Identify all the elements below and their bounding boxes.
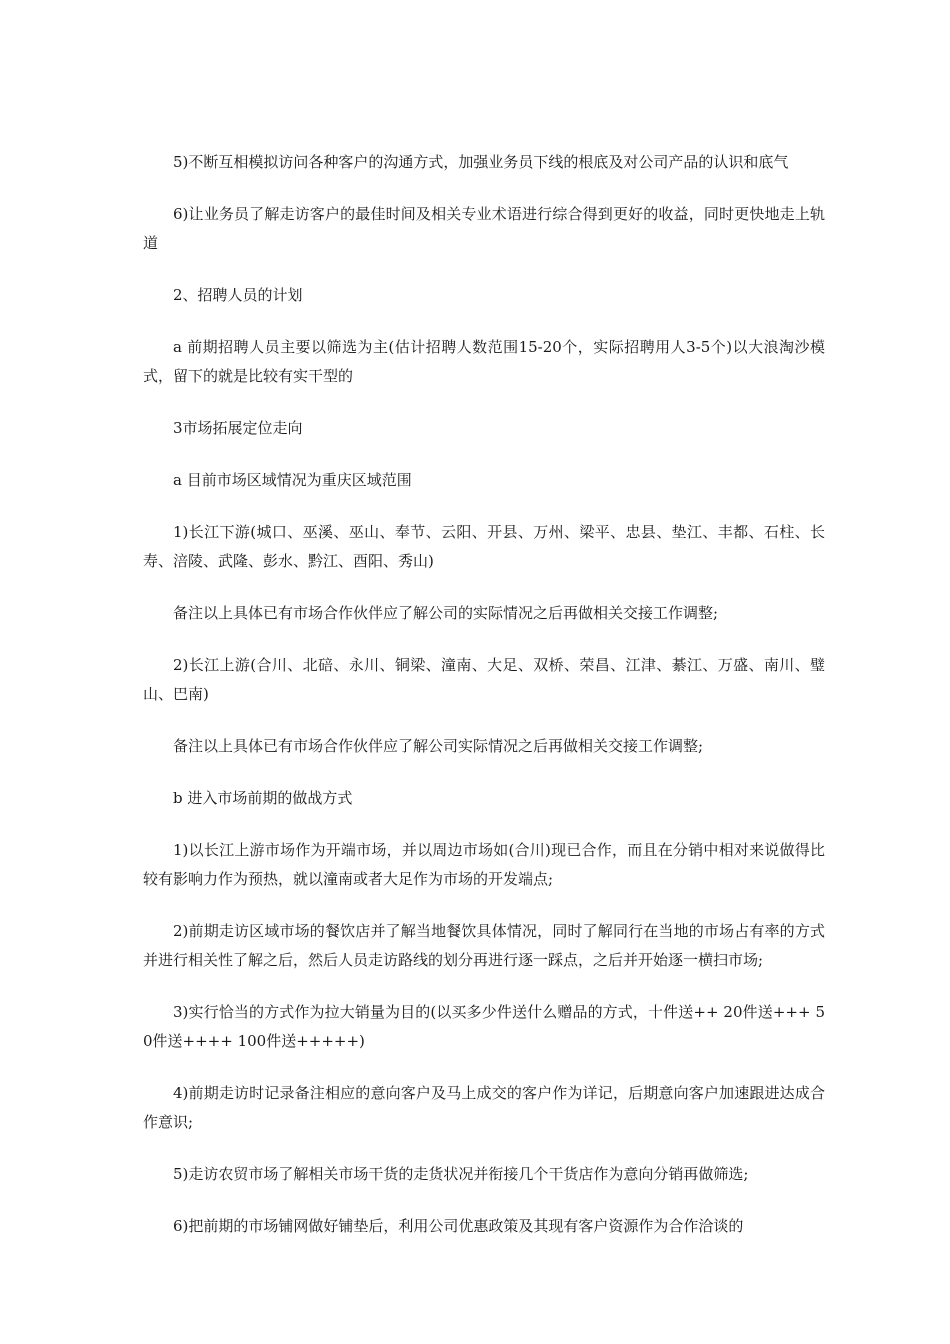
- paragraph-strategy-5: 5)走访农贸市场了解相关市场干货的走货状况并衔接几个干货店作为意向分销再做筛选;: [173, 1165, 749, 1183]
- document-body: [143, 148, 825, 1264]
- paragraph-strategy-4: 4)前期走访时记录备注相应的意向客户及马上成交的客户作为详记，后期意向客户加速跟进达成合作意识;: [143, 1084, 825, 1131]
- paragraph-downstream-note: 备注以上具体已有市场合作伙伴应了解公司的实际情况之后再做相关交接工作调整;: [173, 604, 719, 622]
- paragraph-market-a: a 目前市场区域情况为重庆区域范围: [173, 471, 412, 489]
- paragraph-training-6: 6)让业务员了解走访客户的最佳时间及相关专业术语进行综合得到更好的收益，同时更快地走上轨道: [143, 205, 825, 252]
- section-heading-recruitment: 2、招聘人员的计划: [173, 286, 303, 304]
- paragraph-upstream-list: 2)长江上游(合川、北碚、永川、铜梁、潼南、大足、双桥、荣昌、江津、綦江、万盛、南川、璧山、巴南): [143, 656, 825, 703]
- paragraph-training-5: 5)不断互相模拟访问各种客户的沟通方式，加强业务员下线的根底及对公司产品的认识和底气: [173, 153, 789, 171]
- paragraph-recruitment-a: a 前期招聘人员主要以筛选为主(估计招聘人数范围15-20个，实际招聘用人3-5个)以大浪淘沙模式，留下的就是比较有实干型的: [143, 338, 825, 385]
- paragraph-market-b: b 进入市场前期的做战方式: [173, 789, 353, 807]
- paragraph-strategy-1: 1)以长江上游市场作为开端市场，并以周边市场如(合川)现已合作，而且在分销中相对来说做得比较有影响力作为预热，就以潼南或者大足作为市场的开发端点;: [143, 841, 825, 888]
- section-heading-market: 3市场拓展定位走向: [173, 419, 303, 437]
- paragraph-strategy-2: 2)前期走访区域市场的餐饮店并了解当地餐饮具体情况，同时了解同行在当地的市场占有率的方式并进行相关性了解之后，然后人员走访路线的划分再进行逐一踩点，之后并开始逐一横扫市场;: [143, 922, 825, 969]
- paragraph-strategy-3: 3)实行恰当的方式作为拉大销量为目的(以买多少件送什么赠品的方式，十件送++ 20件送+++ 50件送++++ 100件送+++++): [143, 1003, 825, 1050]
- paragraph-strategy-6: 6)把前期的市场铺网做好铺垫后，利用公司优惠政策及其现有客户资源作为合作洽谈的: [173, 1217, 744, 1235]
- paragraph-downstream-list: 1)长江下游(城口、巫溪、巫山、奉节、云阳、开县、万州、梁平、忠县、垫江、丰都、石柱、长寿、涪陵、武隆、彭水、黔江、酉阳、秀山): [143, 523, 825, 570]
- paragraph-upstream-note: 备注以上具体已有市场合作伙伴应了解公司实际情况之后再做相关交接工作调整;: [173, 737, 704, 755]
